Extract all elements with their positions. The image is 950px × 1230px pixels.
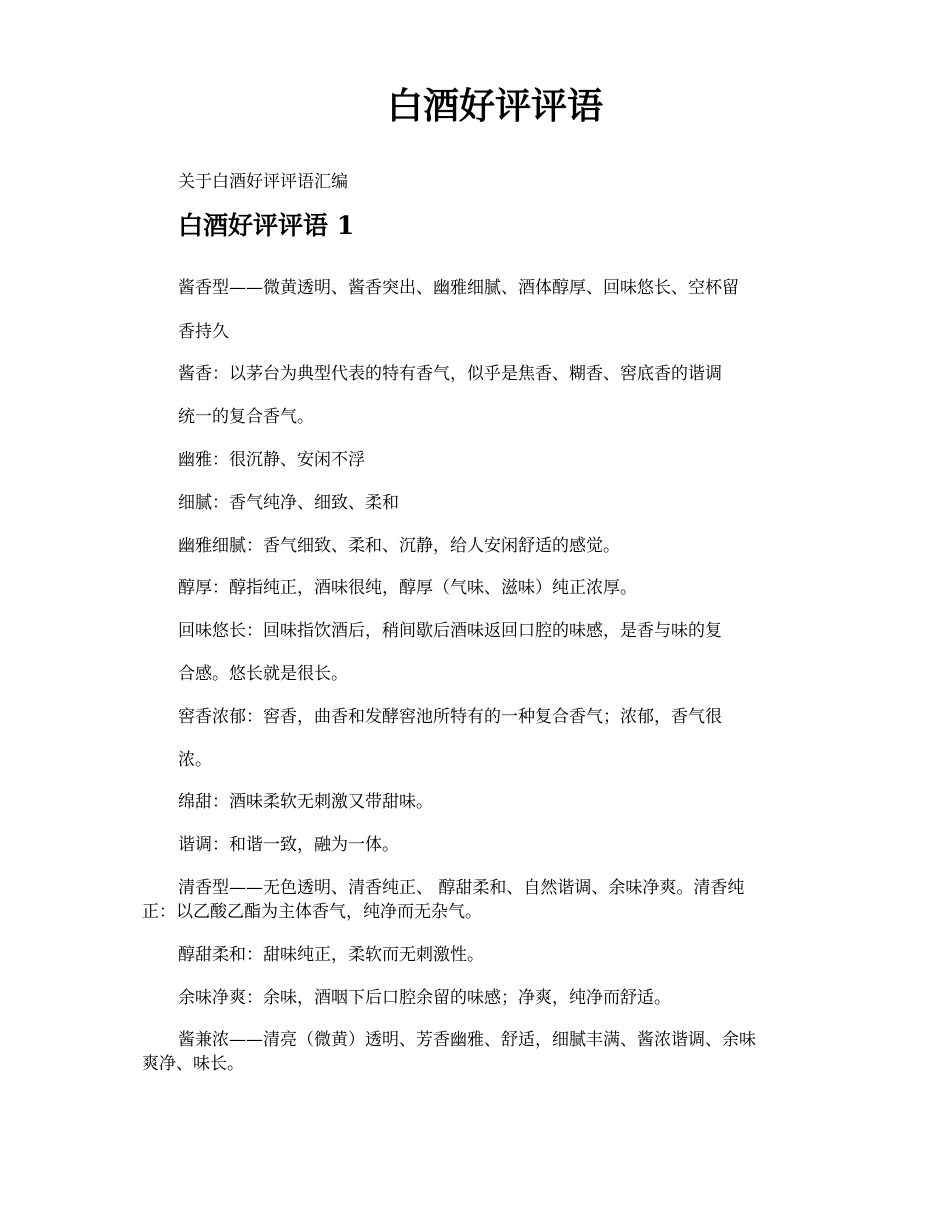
paragraph-line: 窖香浓郁：窖香，曲香和发酵窖池所特有的一种复合香气；浓郁，香气很 bbox=[178, 707, 722, 727]
paragraph-line: 浓。 bbox=[178, 750, 212, 770]
page-title: 白酒好评评语 bbox=[386, 85, 603, 127]
paragraph-line: 香持久 bbox=[178, 322, 229, 342]
paragraph-line: 正：以乙酸乙酯为主体香气，纯净而无杂气。 bbox=[142, 902, 482, 922]
paragraph-line: 幽雅细腻：香气细致、柔和、沉静，给人安闲舒适的感觉。 bbox=[178, 536, 620, 556]
paragraph-line: 酱香型——微黄透明、酱香突出、幽雅细腻、酒体醇厚、回味悠长、空杯留 bbox=[178, 278, 739, 298]
paragraph-line: 细腻：香气纯净、细致、柔和 bbox=[178, 493, 399, 513]
paragraph-line: 谐调：和谐一致，融为一体。 bbox=[178, 835, 399, 855]
paragraph-line: 清香型——无色透明、清香纯正、 醇甜柔和、自然谐调、余味净爽。清香纯 bbox=[178, 878, 745, 898]
paragraph-line: 余味净爽：余味，酒咽下后口腔余留的味感；净爽，纯净而舒适。 bbox=[178, 988, 671, 1008]
paragraph-line: 统一的复合香气。 bbox=[178, 407, 314, 427]
paragraph-line: 酱香：以茅台为典型代表的特有香气，似乎是焦香、糊香、窖底香的谐调 bbox=[178, 364, 722, 384]
paragraph-line: 醇厚：醇指纯正，酒味很纯，醇厚（气味、滋味）纯正浓厚。 bbox=[178, 578, 637, 598]
paragraph-line: 绵甜：酒味柔软无刺激又带甜味。 bbox=[178, 792, 433, 812]
document-subtitle: 关于白酒好评评语汇编 bbox=[178, 172, 348, 192]
paragraph-line: 合感。悠长就是很长。 bbox=[178, 664, 348, 684]
section-heading: 白酒好评评语 1 bbox=[178, 211, 355, 240]
paragraph-line: 回味悠长：回味指饮酒后，稍间歇后酒味返回口腔的味感，是香与味的复 bbox=[178, 621, 722, 641]
paragraph-line: 幽雅：很沉静、安闲不浮 bbox=[178, 450, 365, 470]
paragraph-line: 爽净、味长。 bbox=[142, 1054, 244, 1074]
paragraph-line: 酱兼浓——清亮（微黄）透明、芳香幽雅、舒适，细腻丰满、酱浓谐调、余味 bbox=[178, 1030, 756, 1050]
paragraph-line: 醇甜柔和：甜味纯正，柔软而无刺激性。 bbox=[178, 945, 484, 965]
